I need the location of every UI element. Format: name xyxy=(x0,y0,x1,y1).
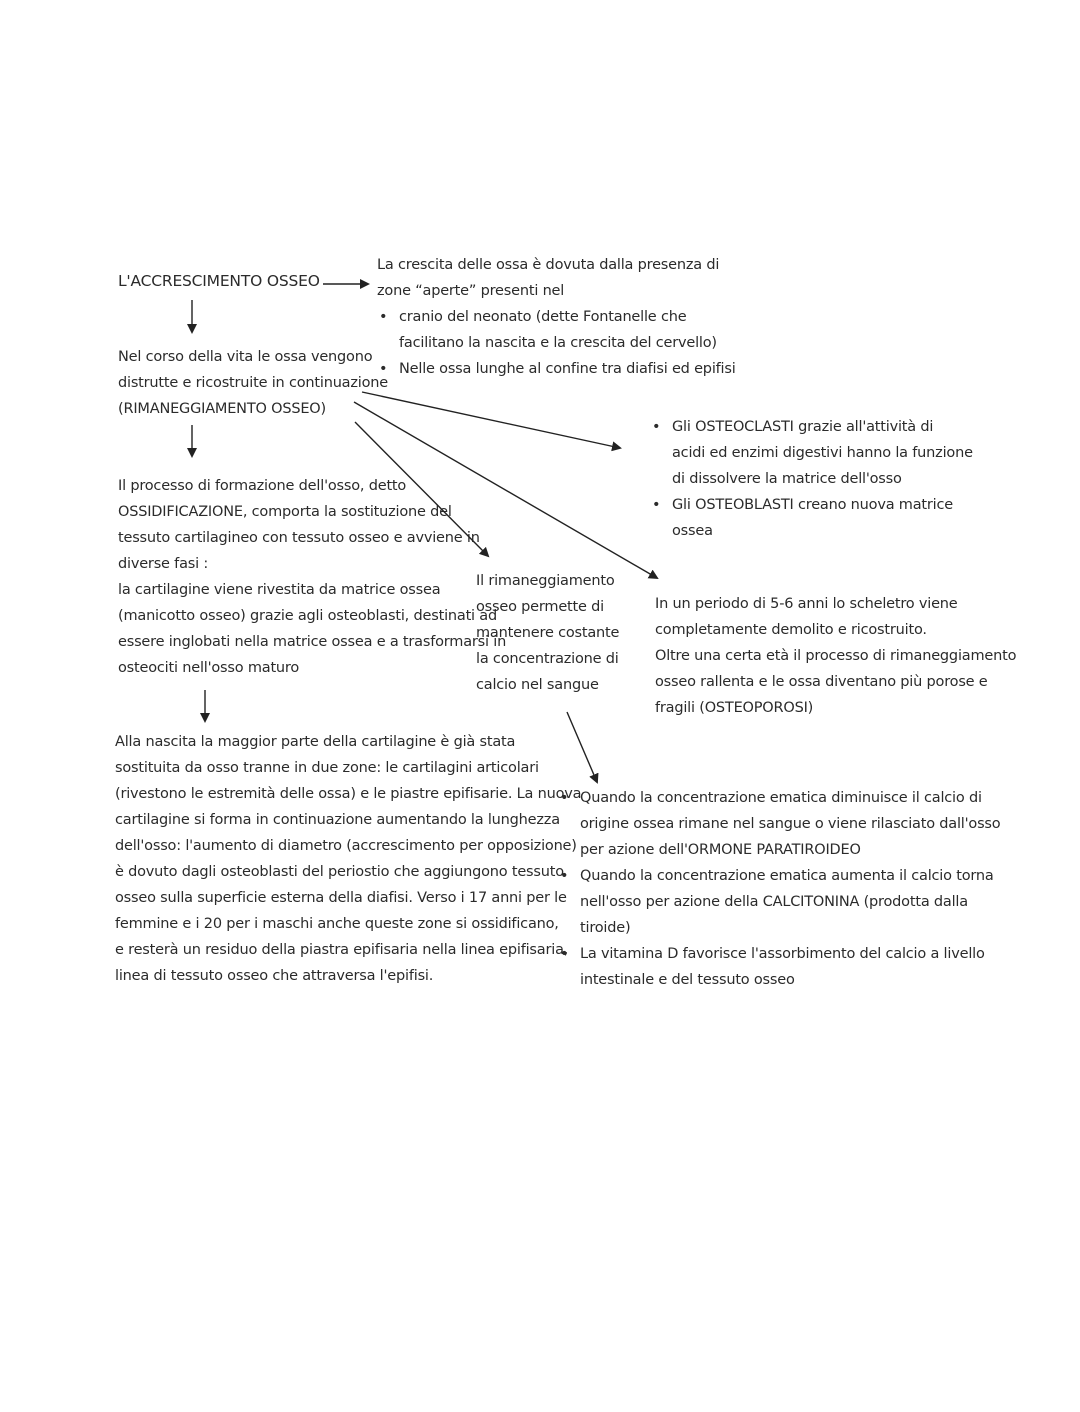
hormone-bullet-vitamin-d: • La vitamina D favorisce l'assorbimento del calcio a livello intestinale e del tessuto osseo xyxy=(558,941,1000,993)
growth-line: zone “aperte” presenti nel xyxy=(377,283,565,299)
skeleton-block: In un periodo di 5-6 anni lo scheletro viene completamente demolito e ricostruito. Oltre una certa età il processo di rimaneggiamento osseo rallenta e le ossa diventano più porose e fragili (OSTEOPOROSI) xyxy=(655,596,1017,716)
calcium-block: Il rimaneggiamento osseo permette di mantenere costante la concentrazione di calcio nel sangue xyxy=(476,573,620,693)
hormone-bullet-calcitonin: • Quando la concentrazione ematica aumenta il calcio torna nell'osso per azione della CALCITONINA (prodotta dalla tiroide) xyxy=(558,863,1000,941)
arrow-remodeling-to-cells xyxy=(362,392,620,448)
arrow-remodeling-to-calcium xyxy=(355,422,488,556)
remodeling-line: (RIMANEGGIAMENTO OSSEO) xyxy=(118,401,326,417)
ossification-block: Il processo di formazione dell'osso, detto OSSIDIFICAZIONE, comporta la sostituzione del tessuto cartilagineo con tessuto osseo e avviene in diverse fasi : la cartilagine viene rivestita da matrice ossea (manicotto osseo) grazie agli osteoblasti, destinati ad essere inglobati nella matrice ossea e a trasformarsi in osteociti nell'osso maturo xyxy=(118,478,507,676)
cells-bullet-osteoblasts: • Gli OSTEOBLASTI creano nuova matrice ossea xyxy=(650,492,973,544)
growth-bullet: • Nelle ossa lunghe al confine tra diafisi ed epifisi xyxy=(377,356,736,382)
growth-bullet: • cranio del neonato (dette Fontanelle che facilitano la nascita e la crescita del cervello) xyxy=(377,304,736,356)
growth-line: La crescita delle ossa è dovuta dalla presenza di xyxy=(377,257,720,273)
birth-block: Alla nascita la maggior parte della cartilagine è già stata sostituita da osso tranne in due zone: le cartilagini articolari (rivestono le estremità delle ossa) e le piastre epifisarie. La nuova cartilagine si forma in continuazione aumentando la lunghezza dell'osso: l'aumento di diametro (accrescimento per opposizione) è dovuto dagli osteoblasti del periostio che aggiungono tessuto osseo sulla superficie esterna della diafisi. Verso i 17 anni per le femmine e i 20 per i maschi anche queste zone si ossidificano, e resterà un residuo della piastra epifisaria nella linea epifisaria, linea di tessuto osseo che attraversa l'epifisi. xyxy=(115,734,582,984)
arrow-calcium-to-hormones xyxy=(567,712,597,782)
hormone-bullet-parathyroid: • Quando la concentrazione ematica diminuisce il calcio di origine ossea rimane nel sangue o viene rilasciato dall'osso per azione dell'ORMONE PARATIROIDEO xyxy=(558,785,1000,863)
remodeling-line: distrutte e ricostruite in continuazione xyxy=(118,375,388,391)
diagram-title: L'ACCRESCIMENTO OSSEO xyxy=(118,272,320,290)
remodeling-line: Nel corso della vita le ossa vengono xyxy=(118,349,373,365)
cells-bullet-osteoclasts: • Gli OSTEOCLASTI grazie all'attività di acidi ed enzimi digestivi hanno la funzione di dissolvere la matrice dell'osso xyxy=(650,414,973,492)
arrow-remodeling-to-skeleton xyxy=(354,402,657,578)
